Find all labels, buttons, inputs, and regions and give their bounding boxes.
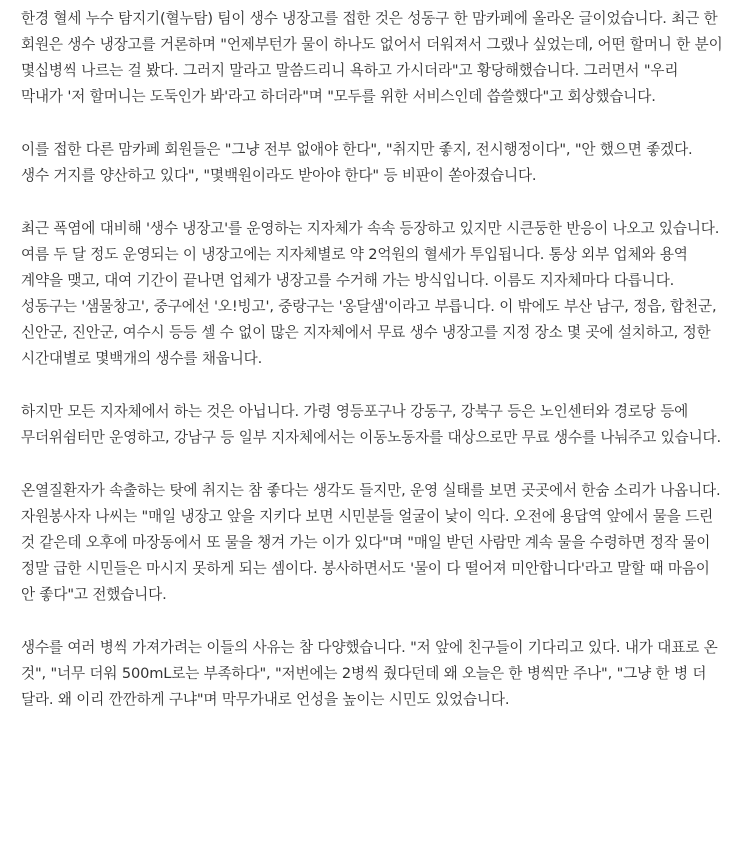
paragraph: 이를 접한 다른 맘카페 회원들은 "그냥 전부 없애야 한다", "취지만 좋지, 전시행정이다", "안 했으면 좋겠다. 생수 거지를 양산하고 있다", "몇백원이라도 받아야 한다" 등 비판이 쏟아졌습니다. bbox=[21, 141, 693, 184]
paragraph: 온열질환자가 속출하는 탓에 취지는 참 좋다는 생각도 들지만, 운영 실태를 보면 곳곳에서 한숨 소리가 나옵니다. 자원봉사자 나씨는 "매일 냉장고 앞을 지키다 보면 시민분들 얼굴이 낯이 익다. 오전에 용답역 앞에서 물을 드린 것 같은데 오후에 마장동에서 또 물을 챙겨 가는 이가 있다"며 "매일 받던 사람만 계속 물을 수령하면 정작 물이 정말 급한 시민들은 마시지 못하게 되는 셈이다. 봉사하면서도 '물이 다 떨어져 미안합니다'라고 말할 때 마음이 안 좋다"고 전했습니다. bbox=[21, 482, 721, 603]
paragraph: 하지만 모든 지자체에서 하는 것은 아닙니다. 가령 영등포구나 강동구, 강북구 등은 노인센터와 경로당 등에 무더위쉼터만 운영하고, 강남구 등 일부 지자체에서는 이동노동자를 대상으로만 무료 생수를 나눠주고 있습니다. bbox=[21, 403, 721, 446]
paragraph: 최근 폭염에 대비해 '생수 냉장고'를 운영하는 지자체가 속속 등장하고 있지만 시큰둥한 반응이 나오고 있습니다. 여름 두 달 정도 운영되는 이 냉장고에는 지자체별로 약 2억원의 혈세가 투입됩니다. 통상 외부 업체와 용역 계약을 맺고, 대여 기간이 끝나면 업체가 냉장고를 수거해 가는 방식입니다. 이름도 지자체마다 다릅니다. 성동구는 '샘물창고', 중구에선 '오!빙고', 중랑구는 '옹달샘'이라고 부릅니다. 이 밖에도 부산 남구, 정읍, 합천군, 신안군, 진안군, 여수시 등등 셀 수 없이 많은 지자체에서 무료 생수 냉장고를 지정 장소 몇 곳에 설치하고, 정한 시간대별로 몇백개의 생수를 채웁니다. bbox=[21, 220, 720, 367]
paragraph: 생수를 여러 병씩 가져가려는 이들의 사유는 참 다양했습니다. "저 앞에 친구들이 기다리고 있다. 내가 대표로 온 것", "너무 더워 500mL로는 부족하다", "저번에는 2병씩 줬다던데 왜 오늘은 한 병씩만 주나", "그냥 한 병 더 달라. 왜 이리 깐깐하게 구냐"며 막무가내로 언성을 높이는 시민도 있었습니다. bbox=[21, 639, 718, 708]
paragraph: 한경 혈세 누수 탐지기(혈누탐) 팀이 생수 냉장고를 접한 것은 성동구 한 맘카페에 올라온 글이었습니다. 최근 한 회원은 생수 냉장고를 거론하며 "언제부턴가 물이 하나도 없어서 더워져서 그랬나 싶었는데, 어떤 할머니 한 분이 몇십병씩 나르는 걸 봤다. 그러지 말라고 말씀드리니 욕하고 가시더라"고 황당해했습니다. 그러면서 "우리 막내가 '저 할머니는 도둑인가 봐'라고 하더라"며 "모두를 위한 서비스인데 씁쓸했다"고 회상했습니다. bbox=[21, 10, 723, 105]
